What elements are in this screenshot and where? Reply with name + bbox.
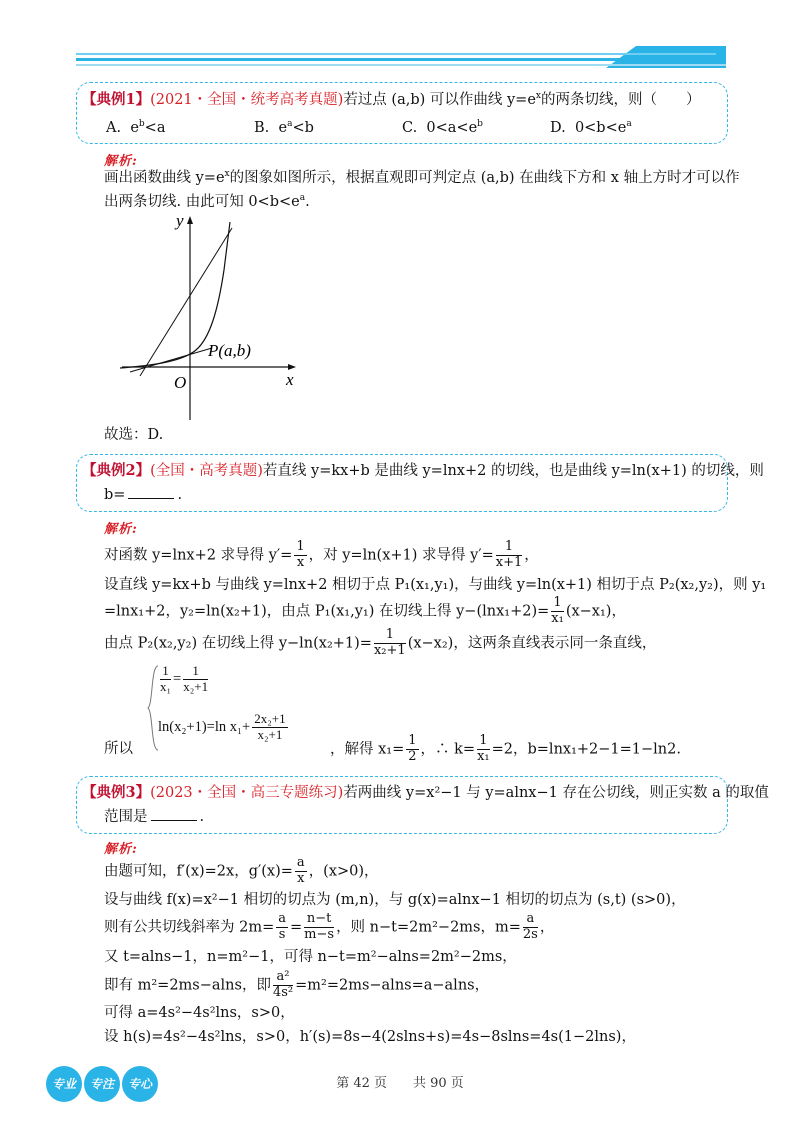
header-band	[76, 46, 726, 68]
point-label: P(a,b)	[208, 341, 251, 360]
example2-line5: ，解得 x₁= $\frac{1}{2}$ ，∴ k= $\frac{1}{\text{x₁}}$ =2，b=lnx₁+2−1=1−ln2.	[330, 733, 681, 764]
example1-option-b: B. $e^a<b$	[254, 119, 314, 136]
example1-source: (2021・全国・统考高考真题)	[150, 91, 344, 108]
tangent-line-2	[130, 348, 212, 372]
example3-line3: 则有公共切线斜率为 2m= $\frac{a}{s}$ = $\frac{n-t}{m-s}$ ，则 n−t=2m²−2ms，m= $\frac{a}{2s}$ ，	[104, 911, 555, 942]
example1-answer: 故选：D.	[104, 427, 164, 443]
example3-line7: 设 h(s)=4s²−4s²lns，s>0，h′(s)=8s−4(2slns+s)=4s−8slns=4s(1−2lns)，	[104, 1029, 636, 1045]
y-axis-arrow	[187, 216, 193, 224]
example3-tag: 【典例3】	[82, 784, 151, 801]
example3-analysis-label: 解析:	[104, 842, 138, 857]
example1-option-d: D. $0<b<e^a$	[550, 119, 632, 136]
example3-line4: 又 t=alns−1，n=m²−1，可得 n−t=m²−alns=2m²−2ms，	[104, 949, 517, 965]
example3-line6: 可得 a=4s²−4s²lns，s>0，	[104, 1005, 295, 1021]
y-axis-label: y	[176, 211, 184, 230]
footer-badge-1: 专业	[46, 1066, 82, 1102]
example2-tag: 【典例2】	[82, 462, 151, 479]
system-equation-2: ln(x₂+1)=ln x₁+ $\frac{\text{2x₂+1}}{\text{x₂+1}}$	[158, 711, 286, 742]
example1-option-a: A. $e^b<a$	[106, 119, 166, 136]
example1-analysis-label: 解析:	[104, 154, 138, 169]
example1-solution-line1: 画出函数曲线 $y=e^x$的图象如图所示，根据直观即可判定点 (a,b) 在曲线下方和 x 轴上方时才可以作	[104, 169, 740, 186]
example2-line1: 对函数 y=lnx+2 求导得 y′= $\frac{1}{x}$ ，对 y=ln(x+1) 求导得 y′= $\frac{1}{x+1}$ ，	[104, 539, 539, 570]
example2-source: (全国・高考真题)	[150, 463, 263, 479]
answer-blank[interactable]	[128, 498, 174, 499]
example3-line2: 设与曲线 f(x)=x²−1 相切的切点为 (m,n)，与 g(x)=alnx−1 相切的切点为 (s,t) (s>0)，	[104, 892, 686, 908]
example3-question-line2: 范围是 .	[104, 809, 205, 825]
example2-analysis-label: 解析:	[104, 522, 138, 537]
example1-question: 【典例1】(2021・全国・统考高考真题)若过点 (a,b) 可以作曲线 $y=e^x$的两条切线，则（ ）	[82, 90, 701, 108]
example2-question-line2: b= .	[104, 487, 183, 503]
example2-line2: 设直线 y=kx+b 与曲线 y=lnx+2 相切于点 P₁(x₁,y₁)，与曲线 y=ln(x+1) 相切于点 P₂(x₂,y₂)，则 y₁	[104, 577, 767, 593]
example2-suoyi: 所以	[104, 741, 133, 757]
example2-question: 【典例2】(全国・高考真题)若直线 y=kx+b 是曲线 y=lnx+2 的切线，也是曲线 y=ln(x+1) 的切线，则	[82, 462, 764, 479]
example1-tag: 【典例1】	[82, 90, 151, 108]
example3-line5: 即有 m²=2ms−alns，即 $\frac{\text{a²}}{\text{4s²}}$ =m²=2ms−alns=a−alns，	[104, 969, 490, 1000]
footer-badge-3: 专心	[122, 1066, 158, 1102]
x-axis-label: x	[286, 370, 294, 389]
answer-blank[interactable]	[151, 820, 197, 821]
header-stripes	[76, 46, 726, 68]
exp-curve-graph	[110, 210, 310, 425]
page-number: 第 42 页 共 90 页	[336, 1076, 464, 1091]
example3-question: 【典例3】(2023・全国・高三专题练习)若两曲线 y=x²−1 与 y=alnx−1 存在公切线，则正实数 a 的取值	[82, 784, 769, 801]
example2-line3: =lnx₁+2，y₂=ln(x₂+1)，由点 P₁(x₁,y₁) 在切线上得 y−(lnx₁+2)= $\frac{1}{\text{x₁}}$ (x−x₁)，	[104, 595, 626, 626]
system-equation-1: $\frac{1}{\text{x₁}}$ = $\frac{1}{\text{x₂+1}}$	[160, 663, 209, 694]
example3-line1: 由题可知，f′(x)=2x，g′(x)= $\frac{a}{x}$ ，(x>0)，	[104, 855, 379, 886]
example1-solution-line2: 出两条切线. 由此可知 $0<b<e^a$.	[104, 193, 310, 210]
origin-label: O	[174, 373, 187, 392]
example1-option-c: C. $0<a<e^b$	[402, 119, 483, 136]
example2-line4: 由点 P₂(x₂,y₂) 在切线上得 y−ln(x₂+1)= $\frac{1}{\text{x₂+1}}$ (x−x₂)，这两条直线表示同一条直线，	[104, 627, 657, 658]
example3-source: (2023・全国・高三专题练习)	[150, 785, 344, 801]
footer-badge-2: 专注	[84, 1066, 120, 1102]
